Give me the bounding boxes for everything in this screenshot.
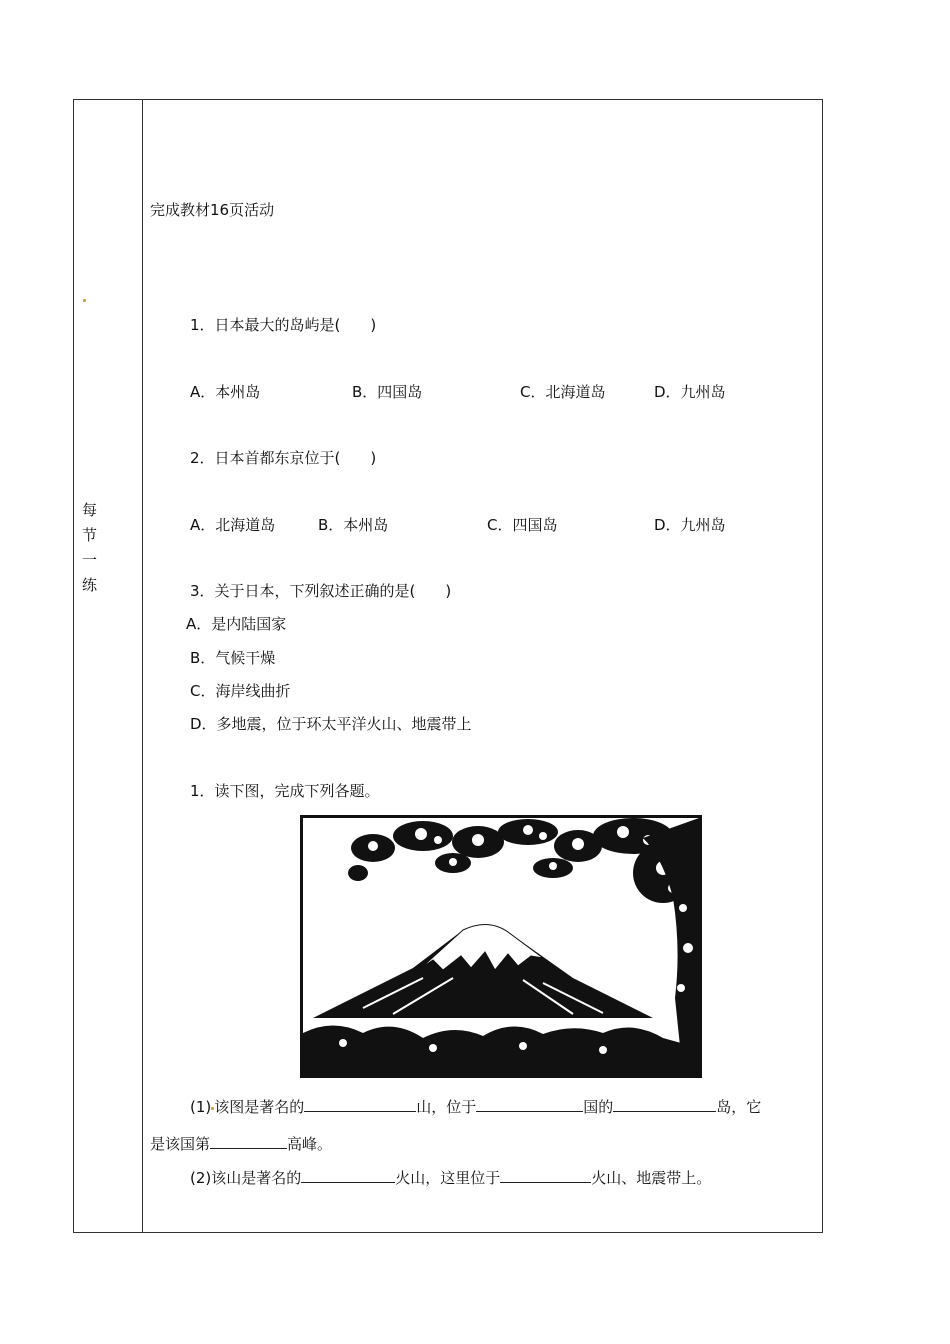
q3-option-d: D．多地震，位于环太平洋火山、地震带上 bbox=[190, 715, 472, 733]
q1-option-d: D．九州岛 bbox=[654, 383, 726, 401]
q3-option-b: B．气候干燥 bbox=[190, 649, 276, 667]
decorative-dot bbox=[211, 1107, 214, 1110]
q1-option-c: C．北海道岛 bbox=[520, 383, 606, 401]
q4-sub1-line1 bbox=[190, 1097, 761, 1117]
q4-sub2-text: 火山，这里位于 bbox=[395, 1169, 501, 1187]
q4-sub1-text: 国的 bbox=[583, 1098, 614, 1116]
q4-sub1-text: 是该国第 bbox=[150, 1135, 211, 1153]
q2-option-c: C．四国岛 bbox=[487, 516, 558, 534]
answer-blank-belt[interactable] bbox=[500, 1168, 591, 1183]
q4-sub1-number: (1) bbox=[190, 1098, 212, 1116]
mountain-drawing bbox=[303, 818, 699, 1075]
q3-option-c: C．海岸线曲折 bbox=[190, 682, 291, 700]
intro-text: 完成教材16页活动 bbox=[150, 201, 275, 219]
q3-stem: 3．关于日本，下列叙述正确的是( ) bbox=[190, 582, 452, 600]
answer-blank-country[interactable] bbox=[476, 1097, 583, 1112]
q4-sub1-line2 bbox=[150, 1134, 332, 1154]
q4-sub2-text: (2)该山是著名的 bbox=[190, 1169, 302, 1187]
q4-stem: 1．读下图，完成下列各题。 bbox=[190, 782, 380, 800]
mount-fuji-illustration bbox=[300, 815, 702, 1078]
q1-option-b: B．四国岛 bbox=[352, 383, 423, 401]
answer-blank-mountain[interactable] bbox=[304, 1097, 416, 1112]
q1-option-a: A．本州岛 bbox=[190, 383, 261, 401]
q2-option-d: D．九州岛 bbox=[654, 516, 726, 534]
answer-blank-island[interactable] bbox=[613, 1097, 716, 1112]
side-label-char: 练 bbox=[82, 576, 98, 594]
q4-sub1-text: 高峰。 bbox=[287, 1135, 333, 1153]
side-label-char: 一 bbox=[82, 551, 98, 569]
column-divider bbox=[142, 99, 143, 1233]
q2-stem: 2．日本首都东京位于( ) bbox=[190, 449, 377, 467]
q3-option-a: A．是内陆国家 bbox=[186, 615, 287, 633]
q4-sub1-text: 岛，它 bbox=[716, 1098, 762, 1116]
q4-sub2-text: 火山、地震带上。 bbox=[591, 1169, 712, 1187]
q4-sub2-line bbox=[190, 1168, 711, 1188]
q2-option-a: A．北海道岛 bbox=[190, 516, 276, 534]
q2-option-b: B．本州岛 bbox=[318, 516, 389, 534]
q4-sub1-text: 该图是著名的 bbox=[214, 1098, 305, 1116]
q4-sub1-text: 山，位于 bbox=[416, 1098, 477, 1116]
answer-blank-rank[interactable] bbox=[210, 1134, 287, 1149]
side-label bbox=[82, 498, 102, 598]
answer-blank-volcano-type[interactable] bbox=[301, 1168, 395, 1183]
q1-stem: 1．日本最大的岛屿是( ) bbox=[190, 316, 377, 334]
decorative-dot bbox=[83, 299, 86, 302]
side-label-char: 每 bbox=[82, 501, 98, 519]
side-label-char: 节 bbox=[82, 526, 98, 544]
